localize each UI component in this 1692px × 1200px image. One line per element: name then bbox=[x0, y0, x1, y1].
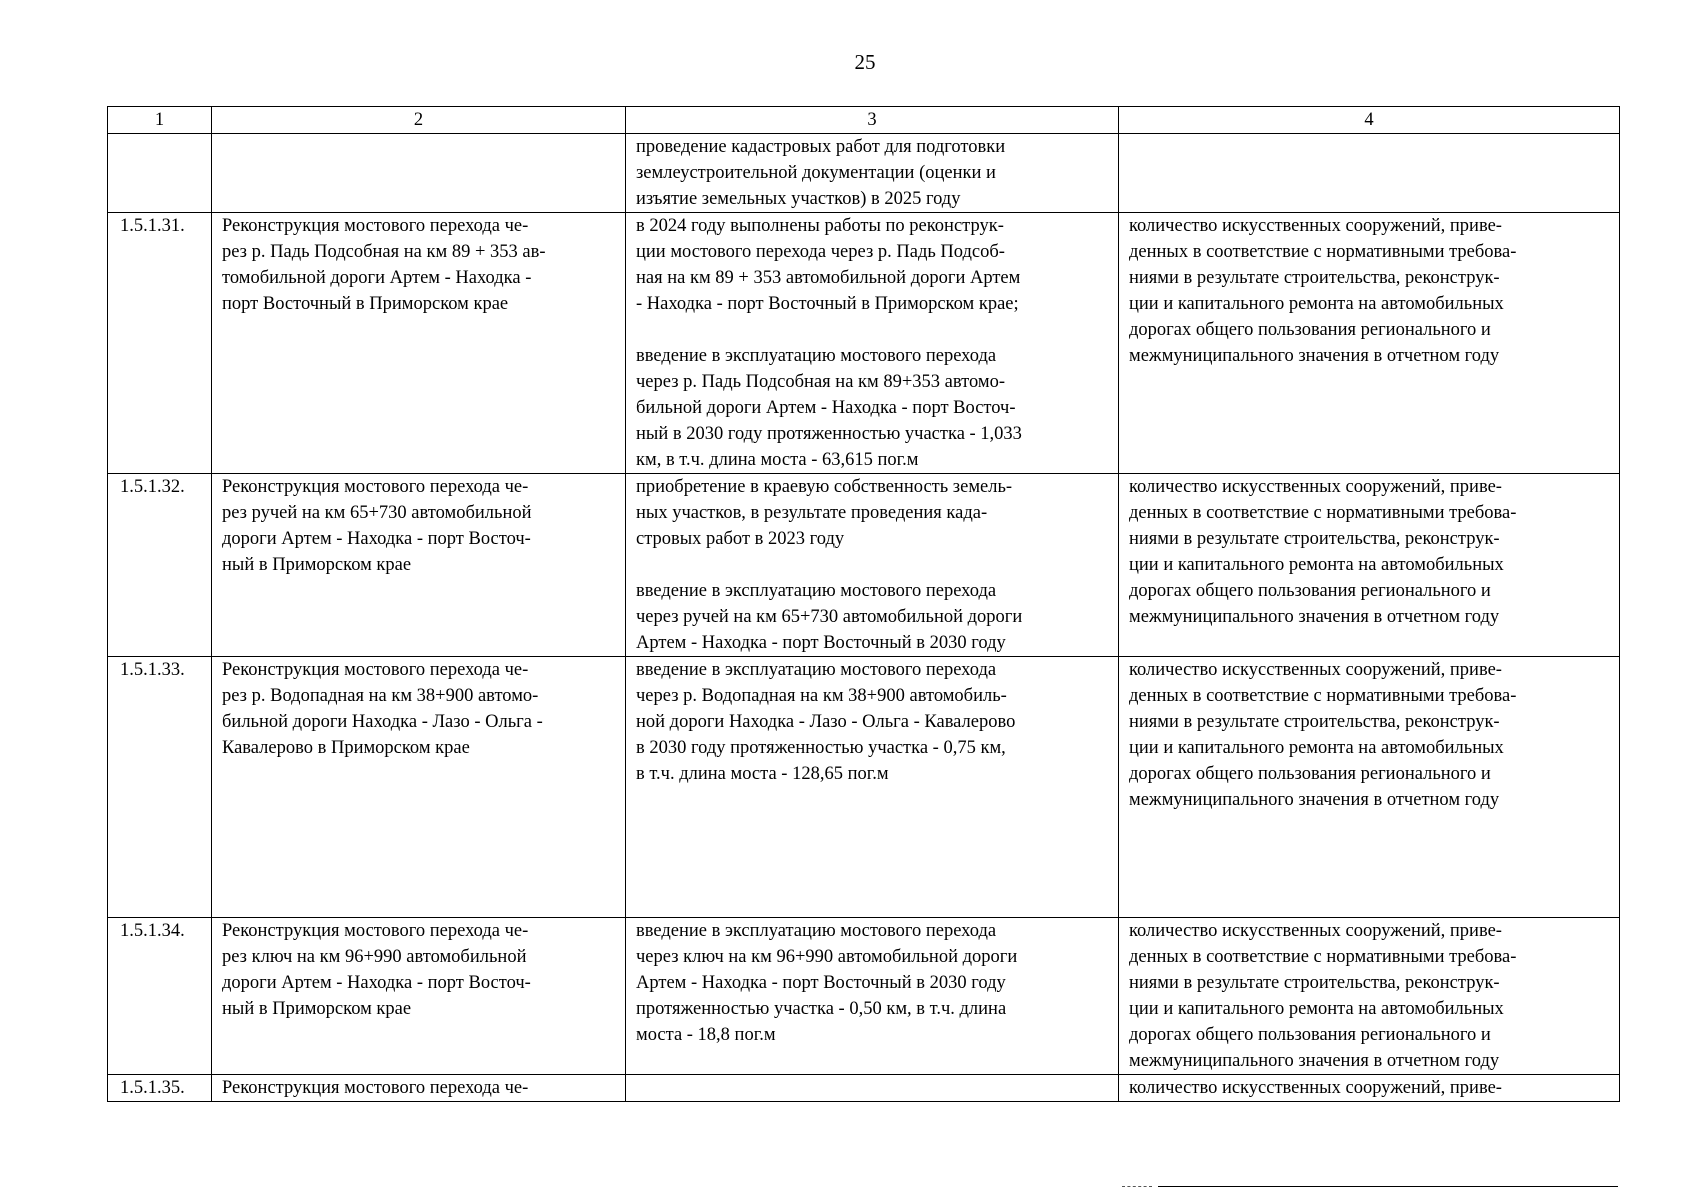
measure-name-cell: Реконструкция мостового перехода че- рез ручей на км 65+730 автомобильной дороги Артем - Находка - порт Восточ- ный в Приморском крае bbox=[212, 474, 626, 657]
measure-name-cell: Реконструкция мостового перехода че- рез р. Падь Подсобная на км 89 + 353 ав- томобильной дороги Артем - Находка - порт Восточный в Приморском крае bbox=[212, 213, 626, 474]
row-number-cell bbox=[108, 134, 212, 213]
table-row bbox=[108, 657, 1620, 918]
row-number-cell: 1.5.1.35. bbox=[108, 1075, 212, 1102]
column-header-2: 2 bbox=[212, 107, 626, 134]
measure-name-cell: Реконструкция мостового перехода че- рез ключ на км 96+990 автомобильной дороги Артем - Находка - порт Восточ- ный в Приморском крае bbox=[212, 918, 626, 1075]
indicator-cell: количество искусственных сооружений, приве- денных в соответствие с нормативными требова- ниями в результате строительства, реконструк- ции и капитального ремонта на автомобильных дорогах общего пользования регионального и межмуниципального значения в отчетном году bbox=[1119, 657, 1620, 918]
measure-name-cell: Реконструкция мостового перехода че- рез р. Водопадная на км 38+900 автомо- бильной дороги Находка - Лазо - Ольга - Кавалерово в Приморском крае bbox=[212, 657, 626, 918]
table-row bbox=[108, 134, 1620, 213]
indicator-cell: количество искусственных сооружений, приве- bbox=[1119, 1075, 1620, 1102]
column-header-1: 1 bbox=[108, 107, 212, 134]
result-cell bbox=[626, 1075, 1119, 1102]
page-number: 25 bbox=[854, 50, 876, 74]
footer-dashed-mark bbox=[1122, 1186, 1152, 1187]
result-cell: приобретение в краевую собственность земель- ных участков, в результате проведения када- стровых работ в 2023 году введение в эксплуатацию мостового перехода через ручей на км 65+730 автомобильной дороги Артем - Находка - порт Восточный в 2030 году bbox=[626, 474, 1119, 657]
measures-table bbox=[107, 106, 1620, 1102]
indicator-cell: количество искусственных сооружений, приве- денных в соответствие с нормативными требова- ниями в результате строительства, реконструк- ции и капитального ремонта на автомобильных дорогах общего пользования регионального и межмуниципального значения в отчетном году bbox=[1119, 213, 1620, 474]
measure-name-cell: Реконструкция мостового перехода че- bbox=[212, 1075, 626, 1102]
table-row bbox=[108, 1075, 1620, 1102]
table-header-row bbox=[108, 107, 1620, 134]
result-cell: проведение кадастровых работ для подготовки землеустроительной документации (оценки и изъятие земельных участков) в 2025 году bbox=[626, 134, 1119, 213]
indicator-cell: количество искусственных сооружений, приве- денных в соответствие с нормативными требова- ниями в результате строительства, реконструк- ции и капитального ремонта на автомобильных дорогах общего пользования регионального и межмуниципального значения в отчетном году bbox=[1119, 474, 1620, 657]
measure-name-cell bbox=[212, 134, 626, 213]
result-cell: в 2024 году выполнены работы по реконструк- ции мостового перехода через р. Падь Подсоб- ная на км 89 + 353 автомобильной дороги Артем - Находка - порт Восточный в Приморском крае; введение в эксплуатацию мостового перехода через р. Падь Подсобная на км 89+353 автомо- бильной дороги Артем - Находка - порт Восточ- ный в 2030 году протяженностью участка - 1,033 км, в т.ч. длина моста - 63,615 пог.м bbox=[626, 213, 1119, 474]
row-number-cell: 1.5.1.31. bbox=[108, 213, 212, 474]
result-cell: введение в эксплуатацию мостового перехода через ключ на км 96+990 автомобильной дороги Артем - Находка - порт Восточный в 2030 году протяженностью участка - 0,50 км, в т.ч. длина моста - 18,8 пог.м bbox=[626, 918, 1119, 1075]
result-cell: введение в эксплуатацию мостового перехода через р. Водопадная на км 38+900 автомобиль- ной дороги Находка - Лазо - Ольга - Кавалерово в 2030 году протяженностью участка - 0,75 км, в т.ч. длина моста - 128,65 пог.м bbox=[626, 657, 1119, 918]
row-number-cell: 1.5.1.34. bbox=[108, 918, 212, 1075]
table-row bbox=[108, 918, 1620, 1075]
table-row bbox=[108, 213, 1620, 474]
column-header-4: 4 bbox=[1119, 107, 1620, 134]
row-number-cell: 1.5.1.32. bbox=[108, 474, 212, 657]
indicator-cell bbox=[1119, 134, 1620, 213]
table-row bbox=[108, 474, 1620, 657]
footer-rule bbox=[1158, 1186, 1618, 1187]
row-number-cell: 1.5.1.33. bbox=[108, 657, 212, 918]
column-header-3: 3 bbox=[626, 107, 1119, 134]
indicator-cell: количество искусственных сооружений, приве- денных в соответствие с нормативными требова- ниями в результате строительства, реконструк- ции и капитального ремонта на автомобильных дорогах общего пользования регионального и межмуниципального значения в отчетном году bbox=[1119, 918, 1620, 1075]
